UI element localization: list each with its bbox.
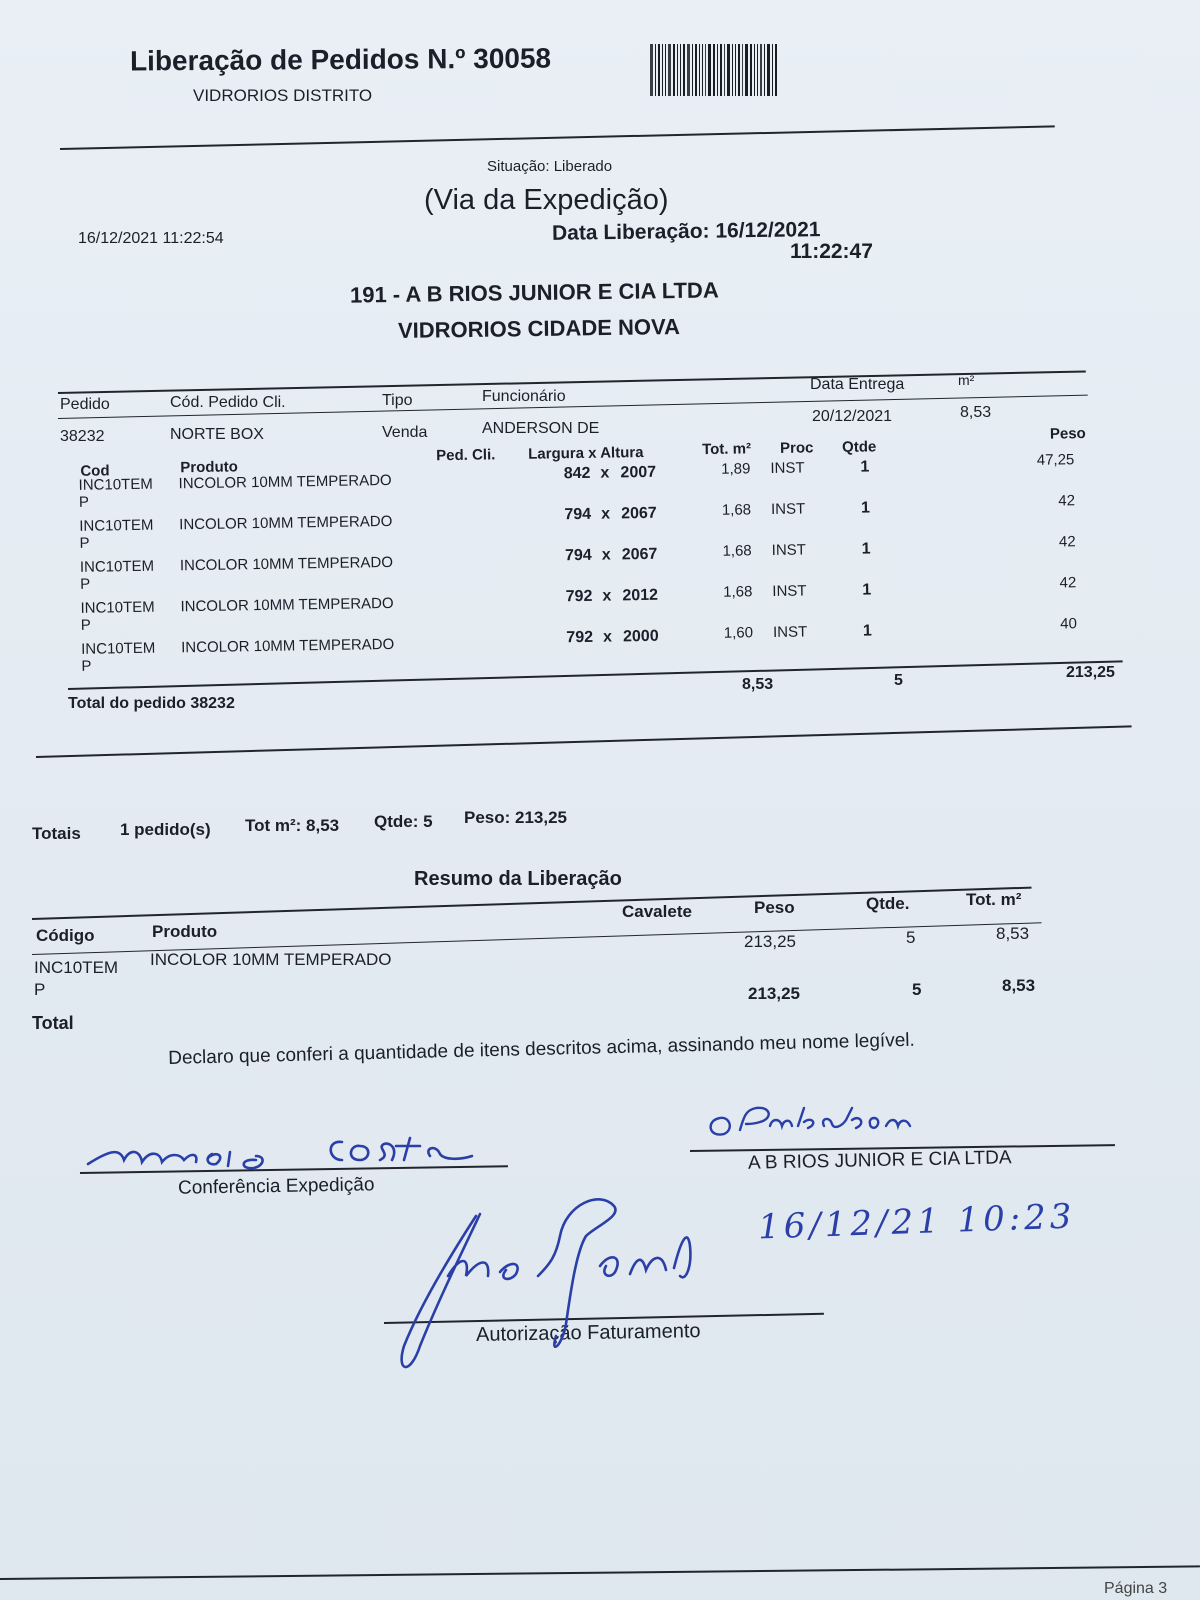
totals-qtde: Qtde: 5: [374, 812, 433, 831]
barcode-bar: [699, 44, 700, 96]
summary-col-qtde: Qtde.: [866, 894, 910, 913]
th-peso: Peso: [1049, 425, 1086, 443]
client-order-code: NORTE BOX: [170, 426, 264, 443]
handwritten-date: 16/12/21 10:23: [757, 1196, 1077, 1248]
cell-peso: 42: [1058, 492, 1076, 510]
cell-peso: 42: [1059, 574, 1077, 592]
order-bottom-rule: [36, 725, 1132, 758]
company-name: VIDRORIOS DISTRITO: [193, 86, 373, 105]
col-label-m2: m²: [958, 372, 975, 388]
release-date: Data Liberação: 16/12/2021: [551, 218, 821, 245]
cell-cod: INC10TEM: [79, 516, 154, 535]
cell-times: x: [600, 464, 610, 482]
cell-tot-m2: 1,68: [723, 583, 753, 601]
page-number: Página 3: [1104, 1580, 1168, 1597]
th-tot-m2: Tot. m²: [701, 440, 752, 459]
cell-cod-cont: P: [78, 493, 90, 511]
barcode-bar: [705, 44, 706, 96]
cell-altura: 2000: [622, 627, 659, 646]
cell-altura: 2067: [621, 545, 658, 564]
cell-cod: INC10TEM: [79, 557, 155, 576]
signature-label-autorizacao: Autorização Faturamento: [475, 1320, 701, 1346]
barcode-bar: [702, 44, 703, 96]
th-qtde: Qtde: [841, 438, 877, 456]
cell-peso: 40: [1060, 615, 1078, 633]
summary-row-produto: INCOLOR 10MM TEMPERADO: [150, 950, 392, 969]
th-ped-cli: Ped. Cli.: [436, 446, 496, 465]
cell-altura: 2012: [622, 586, 659, 605]
barcode-bar: [757, 44, 758, 96]
summary-col-peso: Peso: [754, 898, 795, 917]
cell-qtde: 1: [860, 458, 870, 476]
totals-m2: Tot m²: 8,53: [245, 816, 340, 835]
summary-col-cavalete: Cavalete: [622, 902, 692, 921]
cell-peso: 42: [1058, 533, 1076, 551]
delivery-date: 20/12/2021: [812, 408, 893, 425]
barcode-bar: [677, 44, 678, 96]
order-total-peso: 213,25: [1066, 664, 1115, 681]
signature-cliente: [700, 1096, 960, 1156]
barcode-bar: [665, 44, 666, 96]
summary-total-peso: 213,25: [748, 984, 800, 1003]
cell-tot-m2: 1,89: [721, 460, 751, 478]
barcode: [650, 44, 820, 96]
cell-cod-cont: P: [80, 575, 91, 593]
barcode-bar: [658, 44, 660, 96]
cell-qtde: 1: [862, 581, 872, 599]
cell-produto: INCOLOR 10MM TEMPERADO: [181, 635, 395, 657]
cell-altura: 2007: [620, 463, 657, 482]
cell-qtde: 1: [860, 499, 871, 517]
cell-peso: 47,25: [1036, 451, 1075, 469]
th-largura-altura: Largura x Altura: [528, 443, 644, 463]
release-time: 11:22:47: [790, 240, 873, 263]
cell-altura: 2067: [620, 504, 657, 523]
cell-proc: INST: [770, 459, 805, 477]
barcode-bar: [742, 44, 743, 96]
summary-col-tot-m2: Tot. m²: [966, 890, 1022, 909]
document-title: Liberação de Pedidos N.º 30058: [129, 42, 552, 77]
cell-largura: 794: [564, 505, 592, 524]
summary-row-tot-m2: 8,53: [996, 924, 1030, 943]
client-name: 191 - A B RIOS JUNIOR E CIA LTDA: [349, 277, 719, 308]
barcode-bar: [683, 44, 685, 96]
summary-row-codigo-cont: P: [34, 980, 46, 999]
cell-largura: 792: [566, 628, 594, 647]
summary-row-peso: 213,25: [744, 932, 796, 951]
cell-produto: INCOLOR 10MM TEMPERADO: [179, 553, 394, 575]
summary-row-codigo: INC10TEM: [34, 958, 119, 977]
order-total-qtde: 5: [894, 672, 903, 689]
cell-tot-m2: 1,60: [723, 624, 754, 642]
cell-tot-m2: 1,68: [721, 501, 752, 519]
order-number: 38232: [60, 428, 105, 445]
summary-total-qtde: 5: [912, 980, 922, 999]
barcode-bar: [772, 44, 773, 96]
barcode-bar: [754, 44, 755, 96]
barcode-bar: [668, 44, 671, 96]
cell-cod: INC10TEM: [80, 598, 155, 617]
order-m2: 8,53: [960, 404, 992, 421]
barcode-bar: [673, 44, 675, 96]
store-name: VIDRORIOS CIDADE NOVA: [397, 314, 681, 343]
signature-conferencia: [80, 1120, 500, 1180]
barcode-bar: [760, 44, 762, 96]
cell-cod-cont: P: [81, 657, 92, 675]
col-label-funcionario: Funcionário: [482, 388, 566, 405]
footer-rule: [0, 1565, 1200, 1580]
cell-times: x: [602, 587, 612, 605]
barcode-bar: [775, 44, 777, 96]
barcode-bar: [724, 44, 725, 96]
barcode-bar: [732, 44, 733, 96]
totals-peso: Peso: 213,25: [464, 808, 568, 827]
cell-cod: INC10TEM: [78, 475, 153, 494]
cell-qtde: 1: [862, 622, 873, 640]
order-type: Venda: [382, 424, 428, 441]
summary-col-codigo: Código: [36, 926, 95, 945]
status-text: Situação: Liberado: [487, 158, 613, 175]
cell-times: x: [601, 546, 611, 564]
cell-proc: INST: [771, 541, 807, 559]
declaration-text: Declaro que conferi a quantidade de itens descritos acima, assinando meu nome legível.: [168, 1029, 916, 1069]
barcode-bar: [680, 44, 681, 96]
order-top-rule: [58, 370, 1086, 394]
employee-name: ANDERSON DE: [482, 420, 600, 437]
totals-label: Totais: [32, 824, 81, 843]
th-produto: Produto: [180, 458, 238, 477]
barcode-bar: [692, 44, 693, 96]
col-label-pedido: Pedido: [60, 396, 110, 413]
signature-autorizacao: [390, 1196, 730, 1386]
col-label-data-entrega: Data Entrega: [810, 376, 905, 393]
cell-produto: INCOLOR 10MM TEMPERADO: [178, 471, 392, 493]
barcode-bar: [655, 44, 656, 96]
cell-largura: 794: [564, 546, 592, 565]
th-cod: Cod: [80, 462, 110, 480]
cell-cod-cont: P: [80, 616, 91, 634]
cell-times: x: [600, 505, 611, 523]
cell-produto: INCOLOR 10MM TEMPERADO: [180, 594, 394, 616]
cell-qtde: 1: [861, 540, 871, 558]
cell-produto: INCOLOR 10MM TEMPERADO: [179, 512, 393, 534]
summary-title: Resumo da Liberação: [414, 868, 622, 890]
signature-label-conferencia: Conferência Expedição: [177, 1174, 375, 1199]
barcode-bar: [708, 44, 711, 96]
cell-proc: INST: [770, 500, 806, 518]
header-divider: [60, 125, 1055, 150]
summary-total-label: Total: [32, 1013, 74, 1033]
order-total-label: Total do pedido 38232: [68, 695, 235, 712]
barcode-bar: [767, 44, 770, 96]
cell-largura: 842: [563, 464, 591, 483]
printed-timestamp: 16/12/2021 11:22:54: [78, 230, 224, 247]
cell-proc: INST: [772, 623, 808, 641]
barcode-bar: [735, 44, 736, 96]
cell-cod-cont: P: [79, 534, 90, 552]
barcode-bar: [750, 44, 752, 96]
barcode-bar: [727, 44, 730, 96]
col-label-cod-pedido-cli: Cód. Pedido Cli.: [170, 394, 286, 411]
summary-row-qtde: 5: [906, 928, 916, 947]
totals-pedidos: 1 pedido(s): [120, 820, 211, 839]
th-proc: Proc: [779, 439, 814, 457]
via-title: (Via da Expedição): [424, 184, 669, 216]
cell-cod: INC10TEM: [81, 639, 156, 658]
barcode-bar: [764, 44, 765, 96]
cell-times: x: [602, 628, 613, 646]
barcode-bar: [745, 44, 748, 96]
cell-tot-m2: 1,68: [722, 542, 752, 560]
signature-label-cliente: A B RIOS JUNIOR E CIA LTDA: [747, 1147, 1012, 1174]
barcode-bar: [662, 44, 663, 96]
barcode-bar: [695, 44, 697, 96]
barcode-bar: [687, 44, 690, 96]
barcode-bar: [650, 44, 653, 96]
summary-total-m2: 8,53: [1002, 976, 1036, 995]
barcode-bar: [738, 44, 740, 96]
barcode-bar: [720, 44, 722, 96]
col-label-tipo: Tipo: [382, 392, 413, 409]
cell-proc: INST: [772, 582, 807, 600]
cell-largura: 792: [565, 587, 593, 606]
barcode-bar: [713, 44, 715, 96]
summary-col-produto: Produto: [152, 922, 218, 941]
order-total-m2: 8,53: [742, 676, 774, 693]
barcode-bar: [717, 44, 718, 96]
